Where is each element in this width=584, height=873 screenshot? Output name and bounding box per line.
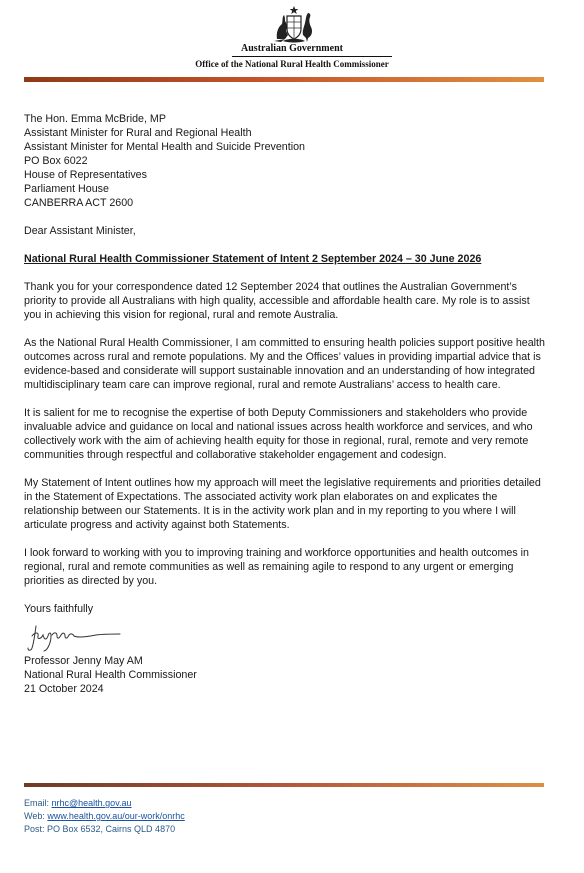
address-line: Parliament House [24, 183, 109, 195]
body-paragraph: It is salient for me to recognise the expertise of both Deputy Commissioners and stakeholders who provide invaluable advice and guidance on local and national issues across health workforce and services, and who collectively work with the aim of achieving health equity for those in regional, rural, remote and very remote communities through respectful and collaborative stakeholder engagement and codesign. [24, 407, 533, 461]
signatory-name: Professor Jenny May AM [24, 655, 143, 667]
salutation: Dear Assistant Minister, [24, 225, 136, 237]
letterhead-divider [232, 56, 392, 57]
body-paragraph: I look forward to working with you to improving training and workforce opportunities and health outcomes in regional, rural and remote communities as well as remaining agile to respond to any urgent or emerging priorities as directed by you. [24, 547, 529, 587]
footer-web-line [24, 810, 185, 823]
footer-email-line [24, 797, 185, 810]
footer-post-address: Post: PO Box 6532, Cairns QLD 4870 [24, 824, 176, 834]
signatory-block [24, 654, 548, 696]
letter-body [24, 112, 548, 696]
body-paragraph: Thank you for your correspondence dated 12 September 2024 that outlines the Australian Government’s priority to provide all Australians with high quality, accessible and affordable health care. My role is to assist you in achieving this vision for regional, rural and remote Australia. [24, 281, 530, 321]
address-line: PO Box 6022 [24, 155, 88, 167]
footer-color-band [24, 783, 544, 787]
letterhead [0, 0, 584, 95]
signatory-title: National Rural Health Commissioner [24, 669, 197, 681]
coat-of-arms-icon [271, 5, 317, 45]
letter-subject: National Rural Health Commissioner Statement of Intent 2 September 2024 – 30 June 2026 [24, 253, 482, 265]
body-paragraph: My Statement of Intent outlines how my approach will meet the legislative requirements and priorities detailed in the Statement of Expectations. The associated activity work plan elaborates on and explicates the relationship between our Statements. It is in the activity work plan and in my reporting to you where I will articulate progress and activity against both Statements. [24, 477, 541, 531]
address-line: The Hon. Emma McBride, MP [24, 113, 166, 125]
email-link[interactable]: nrhc@health.gov.au [51, 798, 132, 808]
handwritten-signature-icon [26, 620, 122, 654]
address-line: Assistant Minister for Rural and Regional Health [24, 127, 252, 139]
address-line: House of Representatives [24, 169, 147, 181]
government-name: Australian Government [241, 43, 343, 54]
header-color-band [24, 77, 544, 82]
letter-date: 21 October 2024 [24, 683, 104, 695]
body-paragraph: As the National Rural Health Commissioner, I am committed to ensuring health policies support positive health outcomes across rural and remote populations. My and the Offices’ values in providing impartial advice that is evidence-based and considerate will support sustainable innovation and an understanding of how integrated multidisciplinary team care can improve regional, rural and remote Australians’ access to health care. [24, 337, 545, 391]
office-name: Office of the National Rural Health Commissioner [195, 59, 389, 69]
web-label: Web: [24, 811, 48, 821]
address-line: CANBERRA ACT 2600 [24, 197, 134, 209]
footer-contact [24, 797, 185, 836]
address-line: Assistant Minister for Mental Health and Suicide Prevention [24, 141, 305, 153]
email-label: Email: [24, 798, 52, 808]
recipient-address [24, 112, 548, 210]
closing: Yours faithfully [24, 603, 94, 615]
web-link[interactable]: www.health.gov.au/our-work/onrhc [47, 811, 185, 821]
